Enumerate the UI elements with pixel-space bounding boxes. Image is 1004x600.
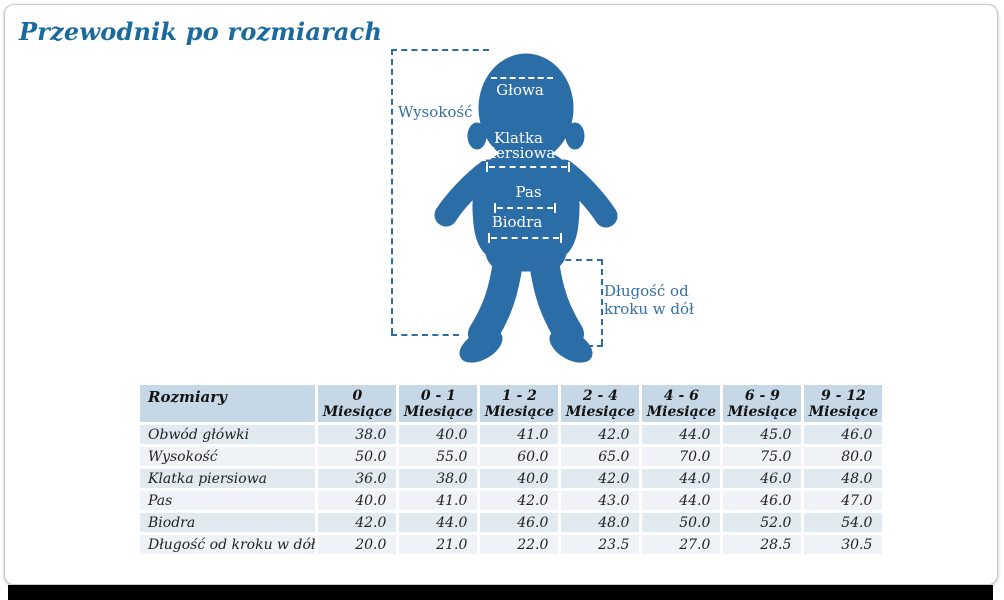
size-value-cell: 44.0 <box>399 513 477 532</box>
row-label: Obwód główki <box>140 425 315 444</box>
size-value-cell: 46.0 <box>723 491 801 510</box>
crotch-length-label-line2: kroku w dół <box>604 300 694 318</box>
hips-label: Biodra <box>491 213 543 231</box>
head-label: Głowa <box>496 81 544 99</box>
size-value-cell: 41.0 <box>480 425 558 444</box>
size-value-cell: 50.0 <box>318 447 396 466</box>
size-value-cell: 44.0 <box>642 491 720 510</box>
size-value-cell: 43.0 <box>561 491 639 510</box>
waist-measure-line <box>494 203 556 213</box>
crotch-length-label-line1: Długość od <box>604 282 689 300</box>
height-bracket-top-line <box>391 49 489 51</box>
size-value-cell: 46.0 <box>723 469 801 488</box>
size-value-cell: 21.0 <box>399 535 477 554</box>
table-row <box>140 491 882 510</box>
column-header-age: 1 - 2 Miesiące <box>480 385 558 422</box>
size-value-cell: 44.0 <box>642 425 720 444</box>
height-label: Wysokość <box>398 103 473 121</box>
baby-measurement-diagram <box>381 41 715 381</box>
size-value-cell: 45.0 <box>723 425 801 444</box>
chest-label <box>471 131 566 161</box>
size-table-header-row <box>140 385 882 422</box>
size-value-cell: 22.0 <box>480 535 558 554</box>
size-value-cell: 42.0 <box>561 469 639 488</box>
size-value-cell: 38.0 <box>318 425 396 444</box>
table-row <box>140 513 882 532</box>
crotch-bracket-bottom-line <box>587 345 603 347</box>
size-value-cell: 36.0 <box>318 469 396 488</box>
size-value-cell: 27.0 <box>642 535 720 554</box>
size-value-cell: 46.0 <box>480 513 558 532</box>
size-value-cell: 55.0 <box>399 447 477 466</box>
size-value-cell: 80.0 <box>804 447 882 466</box>
size-guide-card <box>4 4 998 585</box>
size-value-cell: 50.0 <box>642 513 720 532</box>
chest-measure-line <box>486 162 570 172</box>
size-value-cell: 30.5 <box>804 535 882 554</box>
size-table-body <box>140 425 882 554</box>
page-title: Przewodnik po rozmiarach <box>19 17 383 46</box>
column-header-age: 0 - 1 Miesiące <box>399 385 477 422</box>
table-row <box>140 425 882 444</box>
size-value-cell: 42.0 <box>561 425 639 444</box>
row-label: Pas <box>140 491 315 510</box>
height-bracket-side-line <box>391 49 393 334</box>
size-value-cell: 44.0 <box>642 469 720 488</box>
table-row <box>140 469 882 488</box>
column-header-age: 4 - 6 Miesiące <box>642 385 720 422</box>
size-value-cell: 75.0 <box>723 447 801 466</box>
size-value-cell: 42.0 <box>480 491 558 510</box>
crotch-length-label <box>604 282 694 318</box>
column-header-age: 9 - 12 Miesiące <box>804 385 882 422</box>
crotch-bracket-side-line <box>601 259 603 345</box>
size-value-cell: 48.0 <box>561 513 639 532</box>
column-header-age: 6 - 9 Miesiące <box>723 385 801 422</box>
size-value-cell: 47.0 <box>804 491 882 510</box>
size-value-cell: 20.0 <box>318 535 396 554</box>
size-value-cell: 60.0 <box>480 447 558 466</box>
size-value-cell: 52.0 <box>723 513 801 532</box>
bottom-bar <box>8 585 993 600</box>
size-value-cell: 40.0 <box>399 425 477 444</box>
hips-measure-line <box>488 233 562 243</box>
row-label: Klatka piersiowa <box>140 469 315 488</box>
table-row <box>140 535 882 554</box>
waist-label: Pas <box>515 183 542 201</box>
row-label: Biodra <box>140 513 315 532</box>
size-value-cell: 42.0 <box>318 513 396 532</box>
size-value-cell: 40.0 <box>318 491 396 510</box>
height-bracket-bottom-line <box>391 334 459 336</box>
size-value-cell: 38.0 <box>399 469 477 488</box>
column-header-age: 0 Miesiące <box>318 385 396 422</box>
column-header-age: 2 - 4 Miesiące <box>561 385 639 422</box>
crotch-bracket-top-line <box>523 259 603 261</box>
size-value-cell: 40.0 <box>480 469 558 488</box>
size-value-cell: 46.0 <box>804 425 882 444</box>
chest-label-line1: Klatka <box>493 129 543 147</box>
row-label: Wysokość <box>140 447 315 466</box>
size-table <box>137 382 885 557</box>
size-value-cell: 41.0 <box>399 491 477 510</box>
size-value-cell: 28.5 <box>723 535 801 554</box>
chest-label-line2: piersiowa <box>481 144 556 162</box>
size-value-cell: 54.0 <box>804 513 882 532</box>
size-value-cell: 70.0 <box>642 447 720 466</box>
row-label: Długość od kroku w dół <box>140 535 315 554</box>
size-value-cell: 48.0 <box>804 469 882 488</box>
size-value-cell: 23.5 <box>561 535 639 554</box>
head-measure-line <box>491 77 553 79</box>
column-header-sizes: Rozmiary <box>140 385 315 422</box>
size-value-cell: 65.0 <box>561 447 639 466</box>
table-row <box>140 447 882 466</box>
